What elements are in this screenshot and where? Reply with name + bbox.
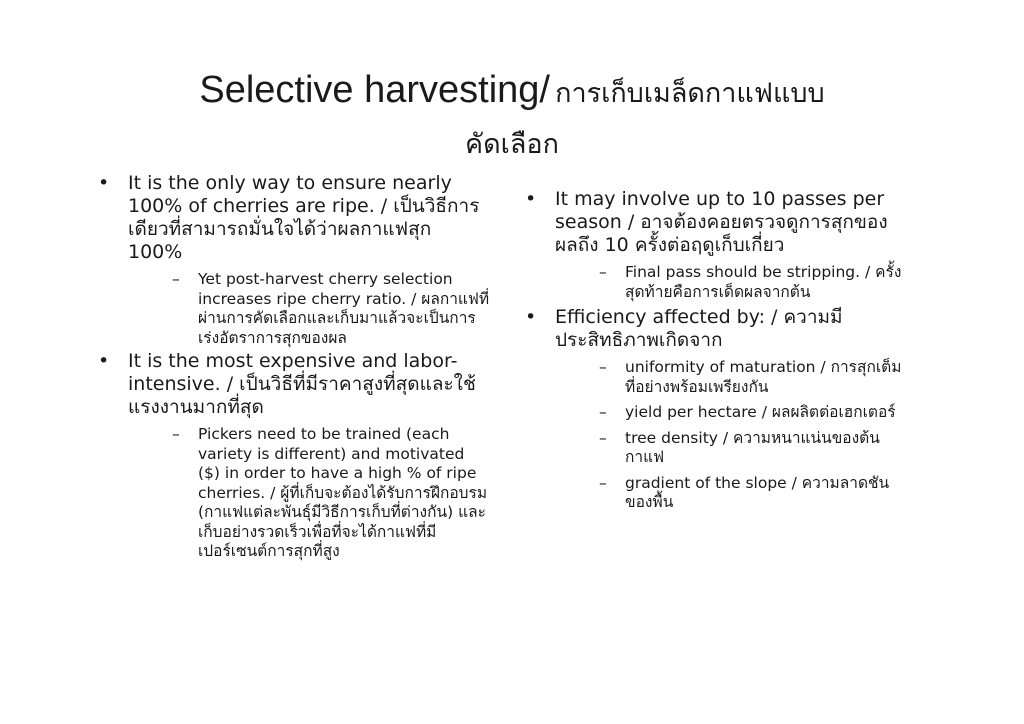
right-bullet-list	[523, 188, 903, 513]
sub-bullet-post-harvest	[128, 270, 491, 348]
sub-bullet-text: Yet post-harvest cherry selection increases ripe cherry ratio. / ผลกาแฟที่ผ่านการคัดเลือกและเก็บมาแล้วจะเป็นการเร่งอัตราการสุกของผล	[198, 270, 490, 347]
sub-bullet-pickers-trained	[128, 425, 491, 562]
title-thai-line1: การเก็บเมล็ดกาแฟแบบ	[555, 78, 825, 109]
bullet-only-way	[96, 172, 491, 348]
right-column	[523, 188, 903, 517]
sub-bullet-text: yield per hectare / ผลผลิตต่อเฮกเตอร์	[625, 403, 896, 421]
title-english: Selective harvesting/	[199, 69, 550, 111]
sub-bullet-text: Pickers need to be trained (each variety is different) and motivated ($) in order to have a high % of ripe cherries. / ผู้ที่เก็บจะต้องได้รับการฝึกอบรม (กาแฟแต่ละพันธุ์มีวิธีการเก็บที่ต่างกัน) และเก็บอย่างรวดเร็วเพื่อที่จะได้กาแฟที่มีเปอร์เซนต์การสุกที่สูง	[198, 425, 488, 560]
title-thai-line2: คัดเลือก	[465, 129, 559, 160]
sub-bullet-gradient	[555, 474, 903, 513]
bullet-text: It is the only way to ensure nearly 100% of cherries are ripe. / เป็นวิธีการเดียวที่สามารถมั่นใจได้ว่าผลกาแฟสุก 100%	[128, 172, 480, 263]
bullet-text: Efficiency affected by: / ความมีประสิทธิภาพเกิดจาก	[555, 306, 843, 351]
left-column	[96, 172, 491, 564]
bullet-efficiency	[523, 306, 903, 513]
sub-bullet-text: gradient of the slope / ความลาดชันของพื้น	[625, 473, 890, 511]
sub-bullet-yield	[555, 403, 903, 423]
sub-bullet-uniformity	[555, 358, 903, 397]
slide-title	[0, 66, 1024, 172]
left-bullet-list	[96, 172, 491, 562]
bullet-text: It may involve up to 10 passes per season / อาจต้องคอยตรวจดูการสุกของผลถึง 10 ครั้งต่อฤดูเก็บเกี่ยว	[555, 188, 888, 256]
sub-bullet-tree-density	[555, 429, 903, 468]
bullet-ten-passes	[523, 188, 903, 302]
sub-bullet-text: Final pass should be stripping. / ครั้งสุดท้ายคือการเด็ดผลจากต้น	[625, 263, 902, 301]
bullet-text: It is the most expensive and labor-intensive. / เป็นวิธีที่มีราคาสูงที่สุดและใช้แรงงานมากที่สุด	[128, 350, 476, 418]
sub-bullet-text: uniformity of maturation / การสุกเต็มที่อย่างพร้อมเพรียงกัน	[625, 358, 902, 396]
sub-bullet-final-pass	[555, 263, 903, 302]
sub-bullet-text: tree density / ความหนาแน่นของต้นกาแฟ	[625, 428, 880, 466]
bullet-most-expensive	[96, 350, 491, 562]
